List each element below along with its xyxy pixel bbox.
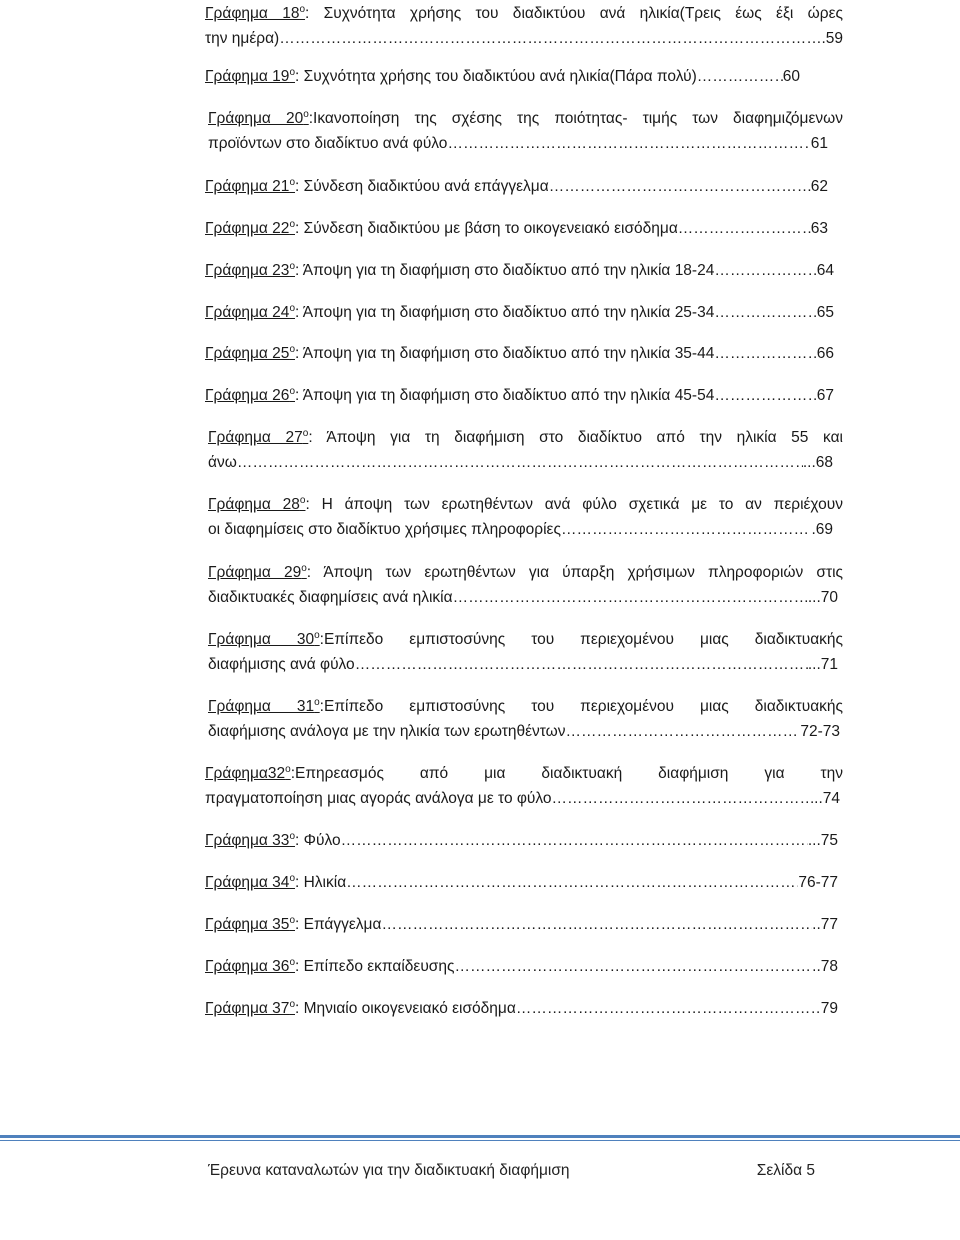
figure-title-cont: διαφήμισης ανάλογα με την ηλικία των ερωτηθέντων (208, 723, 566, 740)
dot-leader (454, 954, 812, 979)
footer-page-number: Σελίδα 5 (756, 1162, 815, 1179)
toc-entry (205, 174, 828, 199)
toc-entry (208, 106, 843, 156)
figure-title: :Επίπεδο εμπιστοσύνης του περιεχομένου μιας διαδικτυακής (319, 698, 843, 715)
page-number: 60 (782, 68, 800, 85)
dot-leader (447, 131, 810, 156)
figure-title-cont: οι διαφημίσεις στο διαδίκτυο χρήσιμες πληροφορίες (208, 521, 561, 538)
figure-title: : Ηλικία (295, 874, 347, 891)
dot-leader (346, 870, 798, 895)
dot-leader (561, 517, 812, 542)
dot-leader (549, 174, 811, 199)
page-footer (208, 1162, 815, 1180)
toc-entry (205, 64, 800, 89)
page-number: 61 (810, 135, 828, 152)
figure-title-cont: πραγματοποίηση μιας αγοράς ανάλογα με το φύλο (205, 790, 552, 807)
page-number: ...70 (807, 589, 838, 606)
figure-label[interactable]: Γράφημα $36^o$ (205, 957, 295, 975)
figure-label[interactable]: Γράφημα $37^o$ (205, 999, 295, 1017)
figure-title-cont: την ημέρα) (205, 30, 280, 47)
figure-title: : Άποψη για τη διαφήμιση στο διαδίκτυο από την ηλικία 35-44 (295, 345, 715, 362)
figure-label[interactable]: Γράφημα $26^o$ (205, 386, 295, 404)
toc-entry (205, 1, 843, 51)
figure-label[interactable]: Γράφημα $28^o$ (208, 495, 306, 513)
toc-entry (208, 425, 843, 475)
toc-entry (205, 828, 838, 853)
figure-title: : Φύλο (295, 832, 341, 849)
page-number: ..77 (812, 916, 838, 933)
dot-leader (453, 585, 808, 610)
dot-leader (714, 300, 816, 325)
page-number: 62 (810, 178, 828, 195)
figure-title: : Άποψη για τη διαφήμιση στο διαδίκτυο από την ηλικία 18-24 (295, 262, 715, 279)
dot-leader (678, 216, 811, 241)
figure-label[interactable]: Γράφημα $18^o$ (205, 4, 306, 22)
figure-label[interactable]: Γράφημα $20^o$ (208, 109, 309, 127)
page-number: ..78 (812, 958, 838, 975)
figure-title: : Μηνιαίο οικογενειακό εισόδημα (295, 1000, 516, 1017)
toc-entry (205, 761, 843, 811)
figure-label[interactable]: $\Gamma\rho ά\varphi\eta\mu\alpha 32^o$ (205, 764, 291, 782)
footer-divider (0, 1135, 960, 1138)
toc-entry (205, 870, 838, 895)
dot-leader (279, 26, 821, 51)
figure-label[interactable]: Γράφημα $30^o$ (208, 630, 320, 648)
dot-leader (381, 912, 812, 937)
dot-leader (714, 341, 816, 366)
dot-leader (341, 828, 808, 853)
page-number: .59 (821, 30, 843, 47)
figure-title: : Η άποψη των ερωτηθέντων ανά φύλο σχετικά με το αν περιέχουν (305, 496, 843, 513)
footer-divider-thin (0, 1140, 960, 1141)
figure-title: : Συχνότητα χρήσης του διαδικτύου ανά ηλικία(Τρεις έως έξι ώρες (305, 5, 843, 22)
toc-entry (205, 216, 828, 241)
figure-label[interactable]: Γράφημα $33^o$ (205, 831, 295, 849)
footer-title: Έρευνα καταναλωτών για την διαδικτυακή διαφήμιση (208, 1162, 570, 1179)
figure-label[interactable]: Γράφημα $23^o$ (205, 261, 295, 279)
toc-entry (208, 560, 843, 610)
toc-entry (208, 694, 843, 744)
page-number: 63 (810, 220, 828, 237)
figure-title: : Συχνότητα χρήσης του διαδικτύου ανά ηλικία(Πάρα πολύ) (295, 68, 697, 85)
toc-entry (205, 258, 834, 283)
toc-entry (205, 383, 834, 408)
dot-leader (566, 719, 801, 744)
figure-title: :Επίπεδο εμπιστοσύνης του περιεχομένου μιας διαδικτυακής (319, 631, 843, 648)
dot-leader (697, 64, 783, 89)
page-number: 66 (816, 345, 834, 362)
page-number: 72-73 (800, 723, 840, 740)
dot-leader (516, 996, 821, 1021)
toc-entry (205, 996, 838, 1021)
figure-title: : Σύνδεση διαδικτύου ανά επάγγελμα (295, 178, 549, 195)
page-number: ...75 (807, 832, 838, 849)
figure-title: : Άποψη για τη διαφήμιση στο διαδίκτυο από την ηλικία 45-54 (295, 387, 715, 404)
page-number: 64 (816, 262, 834, 279)
figure-label[interactable]: Γράφημα $19^o$ (205, 67, 295, 85)
dot-leader (355, 652, 808, 677)
figure-title: :Ικανοποίηση της σχέσης της ποιότητας- τιμής των διαφημιζόμενων (308, 110, 843, 127)
figure-title-cont: προϊόντων στο διαδίκτυο ανά φύλο (208, 135, 448, 152)
page-number: .69 (811, 521, 833, 538)
figure-title-cont: διαφήμισης ανά φύλο (208, 656, 355, 673)
page-number: 79 (820, 1000, 838, 1017)
figure-title: : Άποψη για τη διαφήμιση στο διαδίκτυο από την ηλικία 55 και (308, 429, 843, 446)
toc-entry (205, 300, 834, 325)
figure-label[interactable]: Γράφημα $22^o$ (205, 219, 295, 237)
page-number: ...71 (807, 656, 838, 673)
figure-title: : Άποψη για τη διαφήμιση στο διαδίκτυο από την ηλικία 25-34 (295, 304, 715, 321)
figure-label[interactable]: Γράφημα $29^o$ (208, 563, 307, 581)
figure-label[interactable]: Γράφημα $21^o$ (205, 177, 295, 195)
figure-label[interactable]: Γράφημα $25^o$ (205, 344, 295, 362)
figure-title-cont: διαδικτυακές διαφημίσεις ανά ηλικία (208, 589, 453, 606)
figure-title: : Σύνδεση διαδικτύου με βάση το οικογενειακό εισόδημα (295, 220, 678, 237)
toc-entry (208, 492, 843, 542)
page-number: 67 (816, 387, 834, 404)
toc-entry (205, 954, 838, 979)
figure-label[interactable]: Γράφημα $24^o$ (205, 303, 295, 321)
figure-title: : Άποψη των ερωτηθέντων για ύπαρξη χρήσιμων πληροφοριών στις (306, 564, 843, 581)
toc-entry (208, 627, 843, 677)
toc-entry (205, 912, 838, 937)
toc-entry (205, 341, 834, 366)
figure-title: : Επίπεδο εκπαίδευσης (295, 958, 455, 975)
figure-label[interactable]: Γράφημα $35^o$ (205, 915, 295, 933)
figure-title: : Επάγγελμα (295, 916, 382, 933)
dot-leader (714, 258, 816, 283)
figure-title-cont: άνω (208, 454, 237, 471)
figure-label[interactable]: Γράφημα $34^o$ (205, 873, 295, 891)
figure-label[interactable]: Γράφημα $27^o$ (208, 428, 309, 446)
dot-leader (237, 450, 803, 475)
page-number: ..74 (814, 790, 840, 807)
dot-leader (714, 383, 816, 408)
figure-title: :Επηρεασμός από μια διαδικτυακή διαφήμιση για την (290, 765, 843, 782)
figure-label[interactable]: Γράφημα $31^o$ (208, 697, 320, 715)
dot-leader (552, 786, 815, 811)
page-number: 76-77 (798, 874, 838, 891)
page-number: 65 (816, 304, 834, 321)
page-number: ...68 (802, 454, 833, 471)
